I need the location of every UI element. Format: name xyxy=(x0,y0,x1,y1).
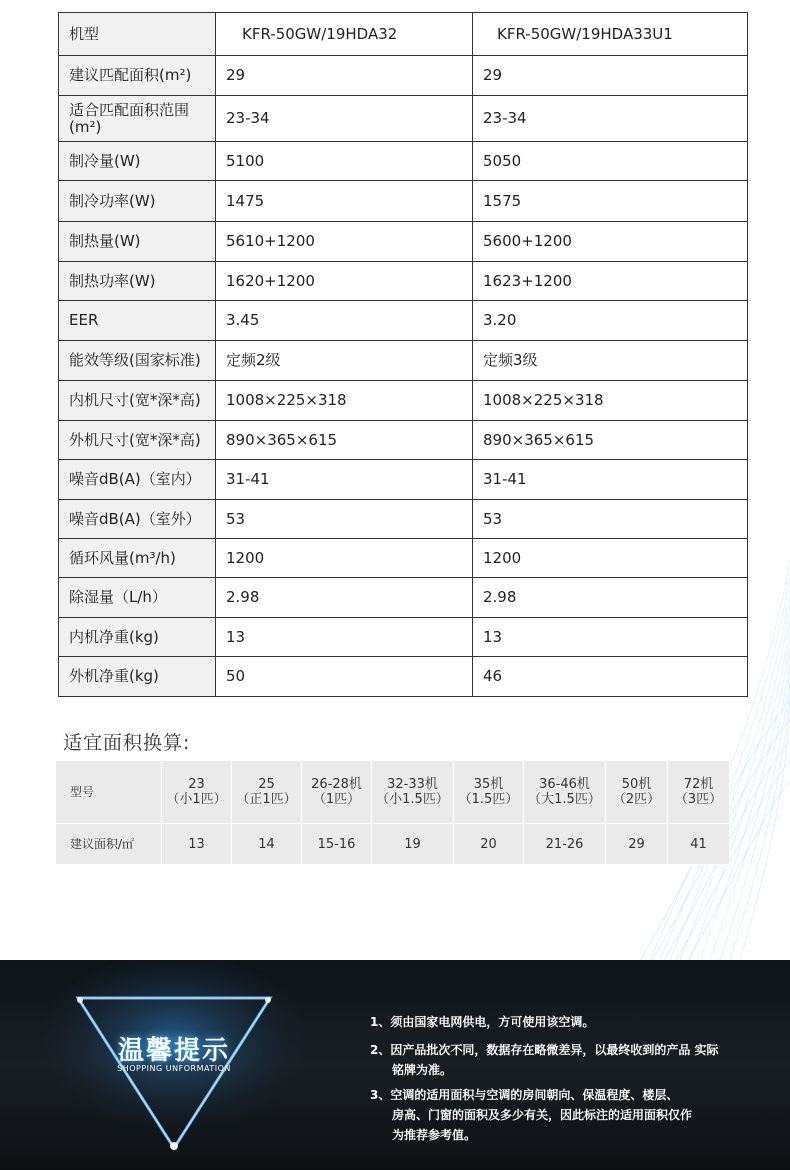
area-value: 20 xyxy=(454,824,524,865)
row-label: 建议匹配面积(m²) xyxy=(59,56,216,96)
row-label: 外机净重(kg) xyxy=(59,657,216,697)
model-number: 32-33机 xyxy=(387,777,438,792)
table-row xyxy=(59,539,748,578)
row-value-a: 50 xyxy=(216,657,473,697)
row-label: 除湿量（L/h） xyxy=(59,578,216,618)
row-label: 适合匹配面积范围(m²) xyxy=(59,96,216,142)
area-value: 19 xyxy=(372,824,454,865)
tip-text-cont: 房高、门窗的面积及多少有关，因此标注的适用面积仅作 xyxy=(392,1108,693,1122)
model-number: 25 xyxy=(258,777,275,792)
tip-1 xyxy=(370,1012,594,1032)
model-cell xyxy=(162,761,232,824)
row-label: 制热功率(W) xyxy=(59,262,216,301)
model-cell xyxy=(606,761,668,824)
row-value-a: 5610+1200 xyxy=(216,222,473,262)
table-row xyxy=(59,421,748,460)
row-value-b: 1008×225×318 xyxy=(473,381,748,421)
table-row xyxy=(59,618,748,657)
row-value-b: 46 xyxy=(473,657,748,697)
row-value-b: 5600+1200 xyxy=(473,222,748,262)
model-cell xyxy=(668,761,730,824)
horsepower: （1.5匹） xyxy=(458,792,519,807)
area-conversion-title: 适宜面积换算: xyxy=(63,732,191,754)
model-number: 36-46机 xyxy=(539,777,590,792)
horsepower: （2匹） xyxy=(612,792,661,807)
row-label: EER xyxy=(59,301,216,341)
model-cell xyxy=(302,761,372,824)
banner-subtitle: SHOPPING UNFORMATION xyxy=(117,1064,231,1073)
area-value: 13 xyxy=(162,824,232,865)
tip-text: 2、因产品批次不同，数据存在略微差异，以最终收到的产品 实际 xyxy=(370,1043,719,1057)
model-cell xyxy=(454,761,524,824)
row-value-b: 53 xyxy=(473,500,748,539)
row-header-area: 建议面积/㎡ xyxy=(56,824,162,865)
row-value-b: 3.20 xyxy=(473,301,748,341)
area-model-row xyxy=(56,761,730,824)
spec-comparison-table xyxy=(58,12,748,697)
row-value-b: 定频3级 xyxy=(473,341,748,381)
table-row xyxy=(59,142,748,181)
row-value-b: 890×365×615 xyxy=(473,421,748,460)
table-row xyxy=(59,381,748,421)
tips-banner xyxy=(0,960,790,1170)
row-label: 循环风量(m³/h) xyxy=(59,539,216,578)
table-row xyxy=(59,56,748,96)
row-value-a: 定频2级 xyxy=(216,341,473,381)
horsepower: （正1匹） xyxy=(236,792,297,807)
row-value-b: 5050 xyxy=(473,142,748,181)
row-label: 制热量(W) xyxy=(59,222,216,262)
area-value: 14 xyxy=(232,824,302,865)
row-value-b: 1200 xyxy=(473,539,748,578)
row-value-a: 31-41 xyxy=(216,460,473,500)
model-cell xyxy=(232,761,302,824)
tip-text: 1、须由国家电网供电，方可使用该空调。 xyxy=(370,1015,595,1029)
row-value-a: 1200 xyxy=(216,539,473,578)
row-value-a: 13 xyxy=(216,618,473,657)
row-value-b: 1575 xyxy=(473,181,748,222)
area-value: 29 xyxy=(606,824,668,865)
row-value-a: 53 xyxy=(216,500,473,539)
model-number: 50机 xyxy=(621,777,652,792)
row-value-b: 23-34 xyxy=(473,96,748,142)
area-conversion-table xyxy=(55,760,730,865)
banner-title: 温馨提示 xyxy=(117,1036,230,1066)
model-cell xyxy=(524,761,606,824)
row-label: 能效等级(国家标准) xyxy=(59,341,216,381)
table-row xyxy=(59,460,748,500)
area-value-row xyxy=(56,824,730,865)
row-label: 噪音dB(A)（室内） xyxy=(59,460,216,500)
table-row xyxy=(59,96,748,142)
area-value: 41 xyxy=(668,824,730,865)
row-label: 噪音dB(A)（室外） xyxy=(59,500,216,539)
row-value-a: 5100 xyxy=(216,142,473,181)
model-number: 35机 xyxy=(473,777,504,792)
row-value-b: 2.98 xyxy=(473,578,748,618)
model-number: 23 xyxy=(188,777,205,792)
table-row xyxy=(59,500,748,539)
row-value-a: 3.45 xyxy=(216,301,473,341)
row-value-a: 890×365×615 xyxy=(216,421,473,460)
model-cell xyxy=(372,761,454,824)
table-row xyxy=(59,578,748,618)
row-header-model: 型号 xyxy=(56,761,162,824)
table-header-row xyxy=(59,13,748,56)
tip-text-cont: 铭牌为准。 xyxy=(392,1063,453,1077)
tip-text: 3、空调的适用面积与空调的房间朝向、保温程度、楼层、 xyxy=(370,1088,679,1102)
row-label: 制冷功率(W) xyxy=(59,181,216,222)
row-label: 制冷量(W) xyxy=(59,142,216,181)
model-number: 72机 xyxy=(683,777,714,792)
table-row xyxy=(59,181,748,222)
header-label: 机型 xyxy=(59,13,216,56)
area-value: 21-26 xyxy=(524,824,606,865)
row-value-a: 1475 xyxy=(216,181,473,222)
area-value: 15-16 xyxy=(302,824,372,865)
row-value-b: 31-41 xyxy=(473,460,748,500)
table-row xyxy=(59,657,748,697)
row-value-b: 29 xyxy=(473,56,748,96)
model-a-name: KFR-50GW/19HDA32 xyxy=(216,13,473,56)
model-number: 26-28机 xyxy=(311,777,362,792)
table-row xyxy=(59,222,748,262)
tip-text-cont: 为推荐参考值。 xyxy=(392,1128,477,1142)
model-b-name: KFR-50GW/19HDA33U1 xyxy=(473,13,748,56)
tip-3 xyxy=(370,1085,692,1145)
horsepower: （1匹） xyxy=(312,792,361,807)
horsepower: （小1匹） xyxy=(166,792,227,807)
horsepower: （小1.5匹） xyxy=(376,792,449,807)
row-value-a: 23-34 xyxy=(216,96,473,142)
row-value-b: 1623+1200 xyxy=(473,262,748,301)
row-value-b: 13 xyxy=(473,618,748,657)
row-value-a: 1620+1200 xyxy=(216,262,473,301)
table-row xyxy=(59,341,748,381)
row-value-a: 29 xyxy=(216,56,473,96)
horsepower: （3匹） xyxy=(674,792,723,807)
row-value-a: 2.98 xyxy=(216,578,473,618)
horsepower: （大1.5匹） xyxy=(528,792,601,807)
tip-2 xyxy=(370,1040,719,1080)
table-row xyxy=(59,262,748,301)
row-value-a: 1008×225×318 xyxy=(216,381,473,421)
row-label: 外机尺寸(宽*深*高) xyxy=(59,421,216,460)
row-label: 内机尺寸(宽*深*高) xyxy=(59,381,216,421)
table-row xyxy=(59,301,748,341)
row-label: 内机净重(kg) xyxy=(59,618,216,657)
